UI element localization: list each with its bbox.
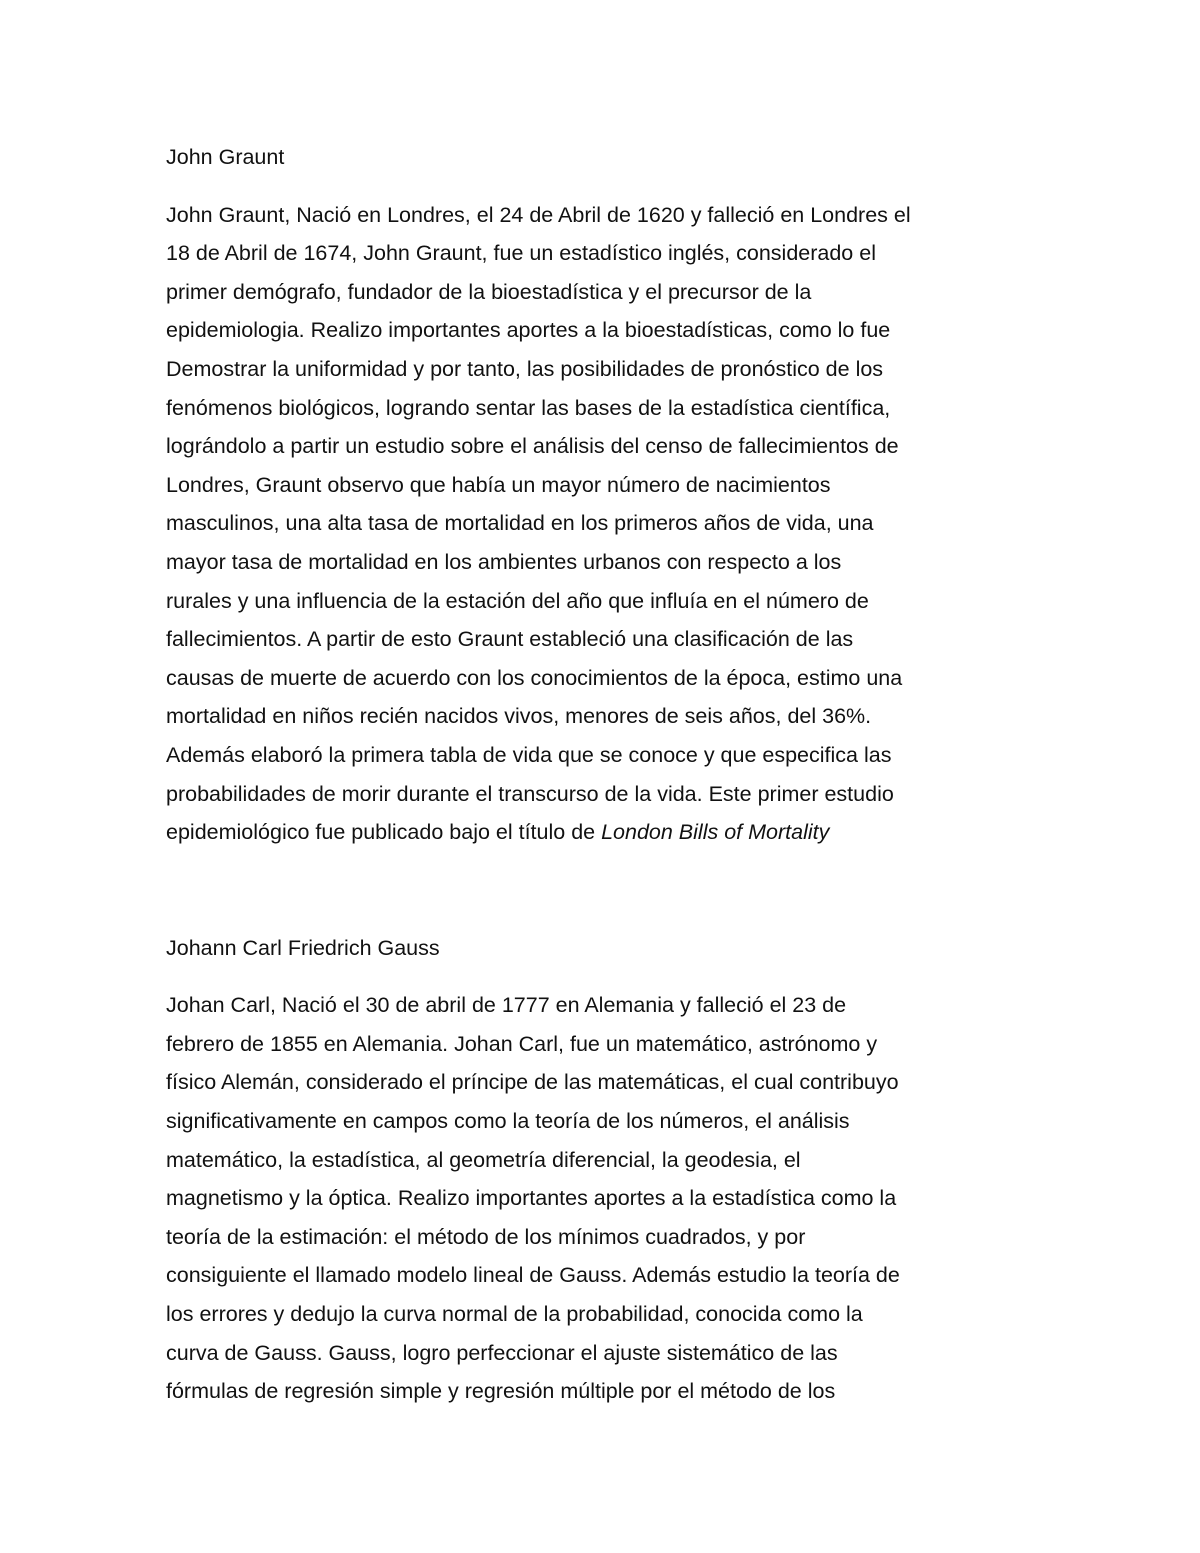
section-title-graunt: John Graunt	[166, 145, 285, 169]
text-line: fenómenos biológicos, logrando sentar las bases de la estadística científica,	[166, 395, 891, 420]
text-line: masculinos, una alta tasa de mortalidad en los primeros años de vida, una	[166, 511, 874, 536]
text-line: curva de Gauss. Gauss, logro perfeccionar el ajuste sistemático de las	[166, 1340, 838, 1365]
text-line-last	[166, 813, 1046, 852]
text-line: fórmulas de regresión simple y regresión múltiple por el método de los	[166, 1379, 836, 1404]
text-line: físico Alemán, considerado el príncipe de las matemáticas, el cual contribuyo	[166, 1070, 899, 1095]
text-line: John Graunt, Nació en Londres, el 24 de Abril de 1620 y falleció en Londres el	[166, 202, 911, 227]
paragraph-gauss	[166, 967, 1046, 1411]
text-line: teoría de la estimación: el método de los mínimos cuadrados, y por	[166, 1224, 806, 1249]
text-line: consiguiente el llamado modelo lineal de Gauss. Además estudio la teoría de	[166, 1263, 900, 1288]
text-line: los errores y dedujo la curva normal de la probabilidad, conocida como la	[166, 1302, 863, 1327]
text-line: Además elaboró la primera tabla de vida que se conoce y que especifica las	[166, 742, 892, 767]
section-spacer	[166, 852, 1046, 929]
section-title-gauss: Johann Carl Friedrich Gauss	[166, 935, 440, 960]
document-body	[166, 138, 1046, 1411]
text-line: primer demógrafo, fundador de la bioestadística y el precursor de la	[166, 279, 812, 304]
text-line: mayor tasa de mortalidad en los ambientes urbanos con respecto a los	[166, 549, 842, 574]
text-line: causas de muerte de acuerdo con los conocimientos de la época, estimo una	[166, 665, 903, 690]
text-line: fallecimientos. A partir de esto Graunt estableció una clasificación de las	[166, 627, 854, 652]
text-line: mortalidad en niños recién nacidos vivos, menores de seis años, del 36%.	[166, 704, 872, 729]
text-line: magnetismo y la óptica. Realizo importantes aportes a la estadística como la	[166, 1186, 897, 1211]
text-line-prefix: epidemiológico fue publicado bajo el título de	[166, 820, 602, 845]
text-line: probabilidades de morir durante el transcurso de la vida. Este primer estudio	[166, 781, 894, 806]
text-line: Londres, Graunt observo que había un mayor número de nacimientos	[166, 472, 831, 497]
text-line: significativamente en campos como la teoría de los números, el análisis	[166, 1109, 850, 1134]
italic-book-title: London Bills of Mortality	[601, 820, 830, 845]
text-line: 18 de Abril de 1674, John Graunt, fue un estadístico inglés, considerado el	[166, 241, 876, 266]
text-line: rurales y una influencia de la estación del año que influía en el número de	[166, 588, 869, 613]
paragraph-graunt	[166, 177, 1046, 852]
text-line: lográndolo a partir un estudio sobre el análisis del censo de fallecimientos de	[166, 434, 899, 459]
text-line: matemático, la estadística, al geometría diferencial, la geodesia, el	[166, 1147, 801, 1172]
text-line: febrero de 1855 en Alemania. Johan Carl, fue un matemático, astrónomo y	[166, 1031, 878, 1056]
text-line: Demostrar la uniformidad y por tanto, las posibilidades de pronóstico de los	[166, 356, 884, 381]
text-line: epidemiologia. Realizo importantes aportes a la bioestadísticas, como lo fue	[166, 318, 891, 343]
text-line: Johan Carl, Nació el 30 de abril de 1777 en Alemania y falleció el 23 de	[166, 993, 847, 1018]
